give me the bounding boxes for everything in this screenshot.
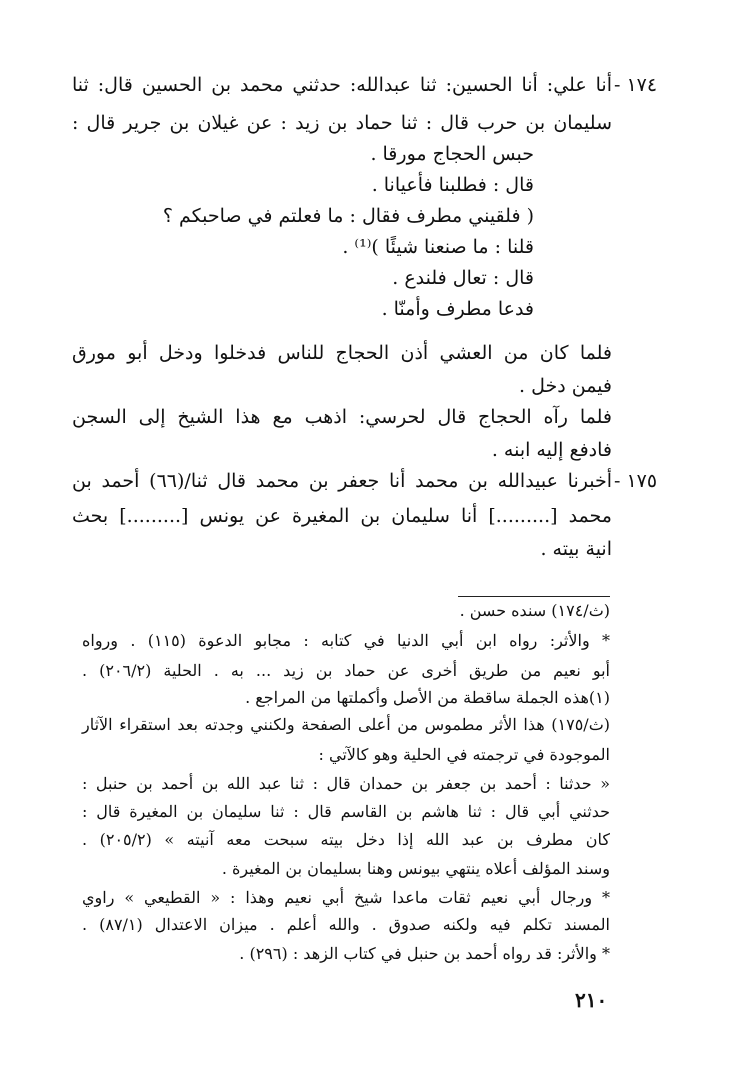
poem-line: قال : تعال فلندع . (392, 267, 534, 289)
poem-line: حبس الحجاج مورقا . (370, 143, 534, 165)
entry-174-line-2: سليمان بن حرب قال : ثنا حماد بن زيد : عن غيلان بن جرير قال : (72, 112, 612, 134)
footnote-line: أبو نعيم من طريق أخرى عن حماد بن زيد ... به . الحلية (٢٠٦/٢) . (82, 661, 610, 680)
poem-line: قلنا : ما صنعنا شيئًا )⁽¹⁾ . (342, 236, 534, 258)
entry-number-174: ١٧٤ - (614, 74, 658, 96)
entry-175-line-2: محمد [.........] أنا سليمان بن المغيرة عن يونس [.........] بحث (72, 505, 612, 527)
footnote-line: حدثني أبي قال : ثنا هاشم بن القاسم قال : ثنا سليمان بن المغيرة قال : (82, 802, 610, 821)
page-number: ٢١٠ (575, 988, 608, 1012)
poem-line: فدعا مطرف وأمنّا . (381, 298, 534, 320)
footnote-line: * والأثر: رواه ابن أبي الدنيا في كتابه : مجابو الدعوة (١١٥) . ورواه (82, 631, 610, 650)
entry-175-line-1: أخبرنا عبيدالله بن محمد أنا جعفر بن محمد قال ثنا/(٦٦) أحمد بن (72, 470, 612, 492)
footnote-line: * ورجال أبي نعيم ثقات ماعدا شيخ أبي نعيم وهذا : « القطيعي » راوي (82, 888, 610, 907)
footnote-line: المسند تكلم فيه ولكنه صدوق . والله أعلم . ميزان الاعتدال (٨٧/١) . (82, 915, 610, 934)
footnote-line: الموجودة في ترجمته في الحلية وهو كالآتي : (318, 745, 610, 764)
footnote-line: كان مطرف بن عبد الله إذا دخل بيته سبحت معه آنيته » (٢٠٥/٢) . (82, 830, 610, 849)
poem-line: ( فلقيني مطرف فقال : ما فعلتم في صاحبكم ؟ (162, 205, 534, 227)
footnote-line: (ث/١٧٥) هذا الأثر مطموس من أعلى الصفحة ولكنني وجدته بعد استقراء الآثار (82, 715, 610, 734)
entry-174-line-1: أنا علي: أنا الحسين: ثنا عبدالله: حدثني محمد بن الحسين قال: ثنا (72, 74, 612, 96)
paragraph-line: فلما كان من العشي أذن الحجاج للناس فدخلوا ودخل أبو مورق (72, 342, 612, 364)
paragraph-line: فلما رآه الحجاج قال لحرسي: اذهب مع هذا الشيخ إلى السجن (72, 406, 612, 428)
footnote-line: وسند المؤلف أعلاه ينتهي بيونس وهنا بسليمان بن المغيرة . (221, 859, 610, 878)
entry-number-175: ١٧٥ - (614, 470, 658, 492)
footnote-line: (ث/١٧٤) سنده حسن . (459, 601, 610, 620)
paragraph-line: فادفع إليه ابنه . (491, 439, 612, 461)
paragraph-line: فيمن دخل . (519, 375, 612, 397)
poem-line: قال : فطلبنا فأعيانا . (371, 174, 534, 196)
footnote-line: (١)هذه الجملة ساقطة من الأصل وأكملتها من المراجع . (245, 688, 610, 707)
footnote-divider (458, 596, 610, 597)
footnote-line: * والأثر: قد رواه أحمد بن حنبل في كتاب الزهد : (٢٩٦) . (239, 944, 610, 963)
entry-175-line-3: انية بيته . (540, 538, 612, 560)
footnote-line: « حدثنا : أحمد بن جعفر بن حمدان قال : ثنا عبد الله بن أحمد بن حنبل : (82, 774, 610, 793)
